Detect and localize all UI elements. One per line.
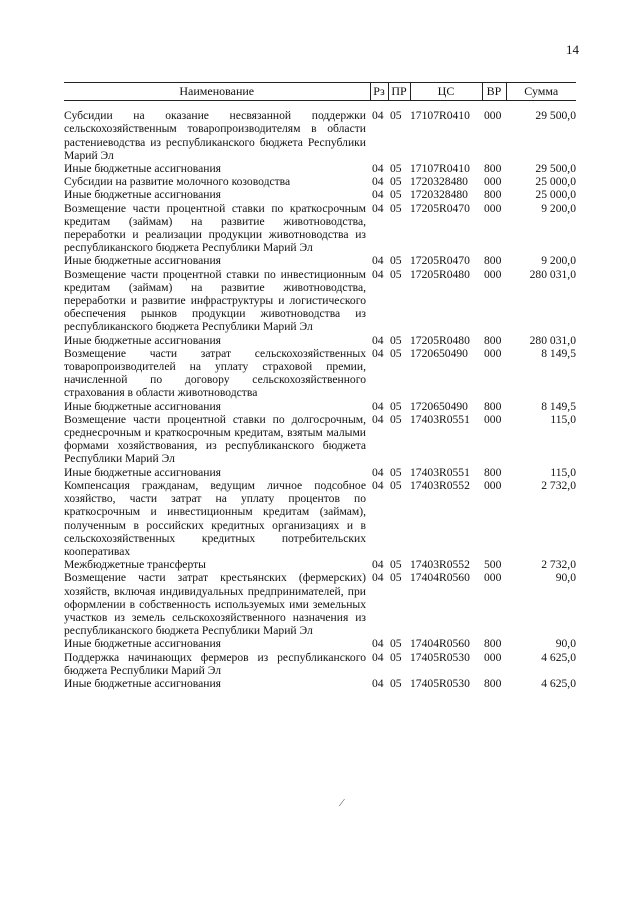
table-row bbox=[64, 101, 576, 162]
row-name: Иные бюджетные ассигнования bbox=[64, 162, 221, 176]
table-row bbox=[64, 571, 576, 637]
row-name: Возмещение части процентной ставки по долгосрочным, среднесрочным и краткосрочным кредитам, взятым малыми формами хозяйствования, из республиканского бюджета Республики Марий Эл bbox=[64, 412, 366, 466]
row-vr: 000 bbox=[484, 346, 502, 360]
row-name: Иные бюджетные ассигнования bbox=[64, 188, 221, 202]
row-rz: 04 bbox=[372, 650, 384, 664]
row-rz: 04 bbox=[372, 412, 384, 426]
header-row bbox=[64, 83, 576, 101]
row-rz: 04 bbox=[372, 267, 384, 281]
row-cs: 17403R0551 bbox=[410, 465, 470, 479]
row-cs: 17403R0551 bbox=[410, 412, 470, 426]
row-pr: 05 bbox=[390, 571, 402, 585]
row-cs: 17107R0410 bbox=[410, 162, 470, 176]
row-rz: 04 bbox=[372, 676, 384, 690]
row-sum: 8 149,5 bbox=[541, 399, 576, 413]
row-rz: 04 bbox=[372, 162, 384, 176]
row-sum: 90,0 bbox=[555, 571, 576, 585]
table-row bbox=[64, 637, 576, 650]
row-pr: 05 bbox=[390, 676, 402, 690]
row-sum: 4 625,0 bbox=[541, 650, 576, 664]
table-row bbox=[64, 202, 576, 255]
row-vr: 800 bbox=[484, 254, 502, 268]
row-cs: 17107R0410 bbox=[410, 109, 470, 123]
row-name: Иные бюджетные ассигнования bbox=[64, 676, 221, 690]
table-row bbox=[64, 162, 576, 175]
row-pr: 05 bbox=[390, 201, 402, 215]
row-name: Субсидии на развитие молочного козоводства bbox=[64, 175, 291, 189]
row-name: Иные бюджетные ассигнования bbox=[64, 333, 221, 347]
row-pr: 05 bbox=[390, 558, 402, 572]
row-cs: 17404R0560 bbox=[410, 571, 470, 585]
row-pr: 05 bbox=[390, 175, 402, 189]
row-sum: 280 031,0 bbox=[529, 267, 576, 281]
row-name: Возмещение части затрат сельскохозяйственных товаропроизводителей на уплату страховой премии, начисленной по договору сельскохозяйственного страхования в области животноводства bbox=[64, 346, 366, 400]
row-rz: 04 bbox=[372, 571, 384, 585]
row-pr: 05 bbox=[390, 346, 402, 360]
row-rz: 04 bbox=[372, 558, 384, 572]
row-name: Возмещение части процентной ставки по инвестиционным кредитам (займам) на развитие животноводства, переработки и развитие инфраструктуры и логистического обеспечения рынков продукции животноводства из республиканского бюджета Республики Марий Эл bbox=[64, 267, 366, 334]
row-vr: 000 bbox=[484, 412, 502, 426]
row-cs: 1720328480 bbox=[410, 175, 468, 189]
row-pr: 05 bbox=[390, 109, 402, 123]
row-rz: 04 bbox=[372, 188, 384, 202]
row-rz: 04 bbox=[372, 465, 384, 479]
row-vr: 800 bbox=[484, 188, 502, 202]
row-sum: 9 200,0 bbox=[541, 254, 576, 268]
row-name: Субсидии на оказание несвязанной поддержки сельскохозяйственным товаропроизводителям в области растениеводства из республиканского бюджета Республики Марий Эл bbox=[64, 109, 366, 162]
row-sum: 2 732,0 bbox=[541, 478, 576, 492]
row-sum: 90,0 bbox=[555, 637, 576, 651]
table-row bbox=[64, 347, 576, 400]
row-vr: 000 bbox=[484, 478, 502, 492]
row-sum: 9 200,0 bbox=[541, 201, 576, 215]
header-sum: Сумма bbox=[506, 83, 576, 101]
header-cs: ЦС bbox=[410, 83, 482, 101]
row-sum: 2 732,0 bbox=[541, 558, 576, 572]
row-cs: 1720650490 bbox=[410, 346, 468, 360]
row-rz: 04 bbox=[372, 637, 384, 651]
table-row bbox=[64, 268, 576, 334]
row-pr: 05 bbox=[390, 478, 402, 492]
row-vr: 000 bbox=[484, 175, 502, 189]
row-vr: 500 bbox=[484, 558, 502, 572]
row-sum: 29 500,0 bbox=[535, 162, 576, 176]
row-rz: 04 bbox=[372, 175, 384, 189]
row-sum: 29 500,0 bbox=[535, 109, 576, 123]
table-body bbox=[64, 101, 576, 690]
row-pr: 05 bbox=[390, 254, 402, 268]
table-row bbox=[64, 188, 576, 201]
page-number: 14 bbox=[566, 42, 579, 57]
row-cs: 17403R0552 bbox=[410, 558, 470, 572]
row-vr: 800 bbox=[484, 162, 502, 176]
table-row bbox=[64, 254, 576, 267]
table-row bbox=[64, 558, 576, 571]
row-pr: 05 bbox=[390, 399, 402, 413]
row-vr: 800 bbox=[484, 676, 502, 690]
row-vr: 000 bbox=[484, 571, 502, 585]
row-name: Межбюджетные трансферты bbox=[64, 558, 206, 572]
table-row bbox=[64, 175, 576, 188]
stray-pen-mark: ⁄ bbox=[341, 797, 343, 809]
row-name: Поддержка начинающих фермеров из республиканского бюджета Республики Марий Эл bbox=[64, 650, 366, 677]
header-pr: ПР bbox=[388, 83, 410, 101]
row-sum: 4 625,0 bbox=[541, 676, 576, 690]
row-vr: 000 bbox=[484, 267, 502, 281]
row-rz: 04 bbox=[372, 478, 384, 492]
row-rz: 04 bbox=[372, 254, 384, 268]
row-rz: 04 bbox=[372, 333, 384, 347]
header-vr: ВР bbox=[482, 83, 506, 101]
row-cs: 17405R0530 bbox=[410, 676, 470, 690]
table-row bbox=[64, 651, 576, 677]
row-name: Возмещение части затрат крестьянских (фермерских) хозяйств, включая индивидуальных предпринимателей, при оформлении в собственность используемых ими земельных участков из земель сельскохозяйственного назначения из республиканского бюджета Республики Марий Эл bbox=[64, 571, 366, 638]
row-cs: 1720328480 bbox=[410, 188, 468, 202]
row-name: Иные бюджетные ассигнования bbox=[64, 465, 221, 479]
table-row bbox=[64, 466, 576, 479]
row-cs: 1720650490 bbox=[410, 399, 468, 413]
row-pr: 05 bbox=[390, 267, 402, 281]
row-sum: 25 000,0 bbox=[535, 188, 576, 202]
row-rz: 04 bbox=[372, 399, 384, 413]
table-row bbox=[64, 677, 576, 690]
row-sum: 280 031,0 bbox=[529, 333, 576, 347]
header-name: Наименование bbox=[64, 83, 370, 101]
row-vr: 800 bbox=[484, 465, 502, 479]
table-row bbox=[64, 479, 576, 558]
row-vr: 000 bbox=[484, 650, 502, 664]
row-cs: 17205R0480 bbox=[410, 333, 470, 347]
row-name: Компенсация гражданам, ведущим личное подсобное хозяйство, части затрат на уплату процентов по краткосрочным и инвестиционным кредитам (займам), полученным в российских кредитных организациях и в сельскохозяйственных кредитных потребительских кооперативах bbox=[64, 478, 366, 558]
row-rz: 04 bbox=[372, 109, 384, 123]
row-sum: 115,0 bbox=[550, 465, 576, 479]
row-rz: 04 bbox=[372, 201, 384, 215]
row-cs: 17205R0480 bbox=[410, 267, 470, 281]
row-cs: 17403R0552 bbox=[410, 478, 470, 492]
row-pr: 05 bbox=[390, 162, 402, 176]
row-name: Возмещение части процентной ставки по краткосрочным кредитам (займам) на развитие животноводства, переработки и реализации продукции животноводства из республиканского бюджета Республики Марий Эл bbox=[64, 201, 366, 255]
row-cs: 17404R0560 bbox=[410, 637, 470, 651]
row-name: Иные бюджетные ассигнования bbox=[64, 254, 221, 268]
budget-table bbox=[64, 82, 576, 690]
row-sum: 25 000,0 bbox=[535, 175, 576, 189]
row-cs: 17205R0470 bbox=[410, 254, 470, 268]
row-pr: 05 bbox=[390, 333, 402, 347]
row-name: Иные бюджетные ассигнования bbox=[64, 637, 221, 651]
row-vr: 800 bbox=[484, 637, 502, 651]
row-name: Иные бюджетные ассигнования bbox=[64, 399, 221, 413]
row-vr: 000 bbox=[484, 109, 502, 123]
table-row bbox=[64, 413, 576, 466]
row-vr: 800 bbox=[484, 333, 502, 347]
row-pr: 05 bbox=[390, 650, 402, 664]
table-row bbox=[64, 400, 576, 413]
table-row bbox=[64, 334, 576, 347]
row-rz: 04 bbox=[372, 346, 384, 360]
row-pr: 05 bbox=[390, 465, 402, 479]
row-pr: 05 bbox=[390, 188, 402, 202]
row-pr: 05 bbox=[390, 637, 402, 651]
row-sum: 8 149,5 bbox=[541, 346, 576, 360]
row-vr: 800 bbox=[484, 399, 502, 413]
header-rz: Рз bbox=[370, 83, 388, 101]
row-cs: 17205R0470 bbox=[410, 201, 470, 215]
row-sum: 115,0 bbox=[550, 412, 576, 426]
table-header bbox=[64, 83, 576, 101]
row-pr: 05 bbox=[390, 412, 402, 426]
row-cs: 17405R0530 bbox=[410, 650, 470, 664]
row-vr: 000 bbox=[484, 201, 502, 215]
